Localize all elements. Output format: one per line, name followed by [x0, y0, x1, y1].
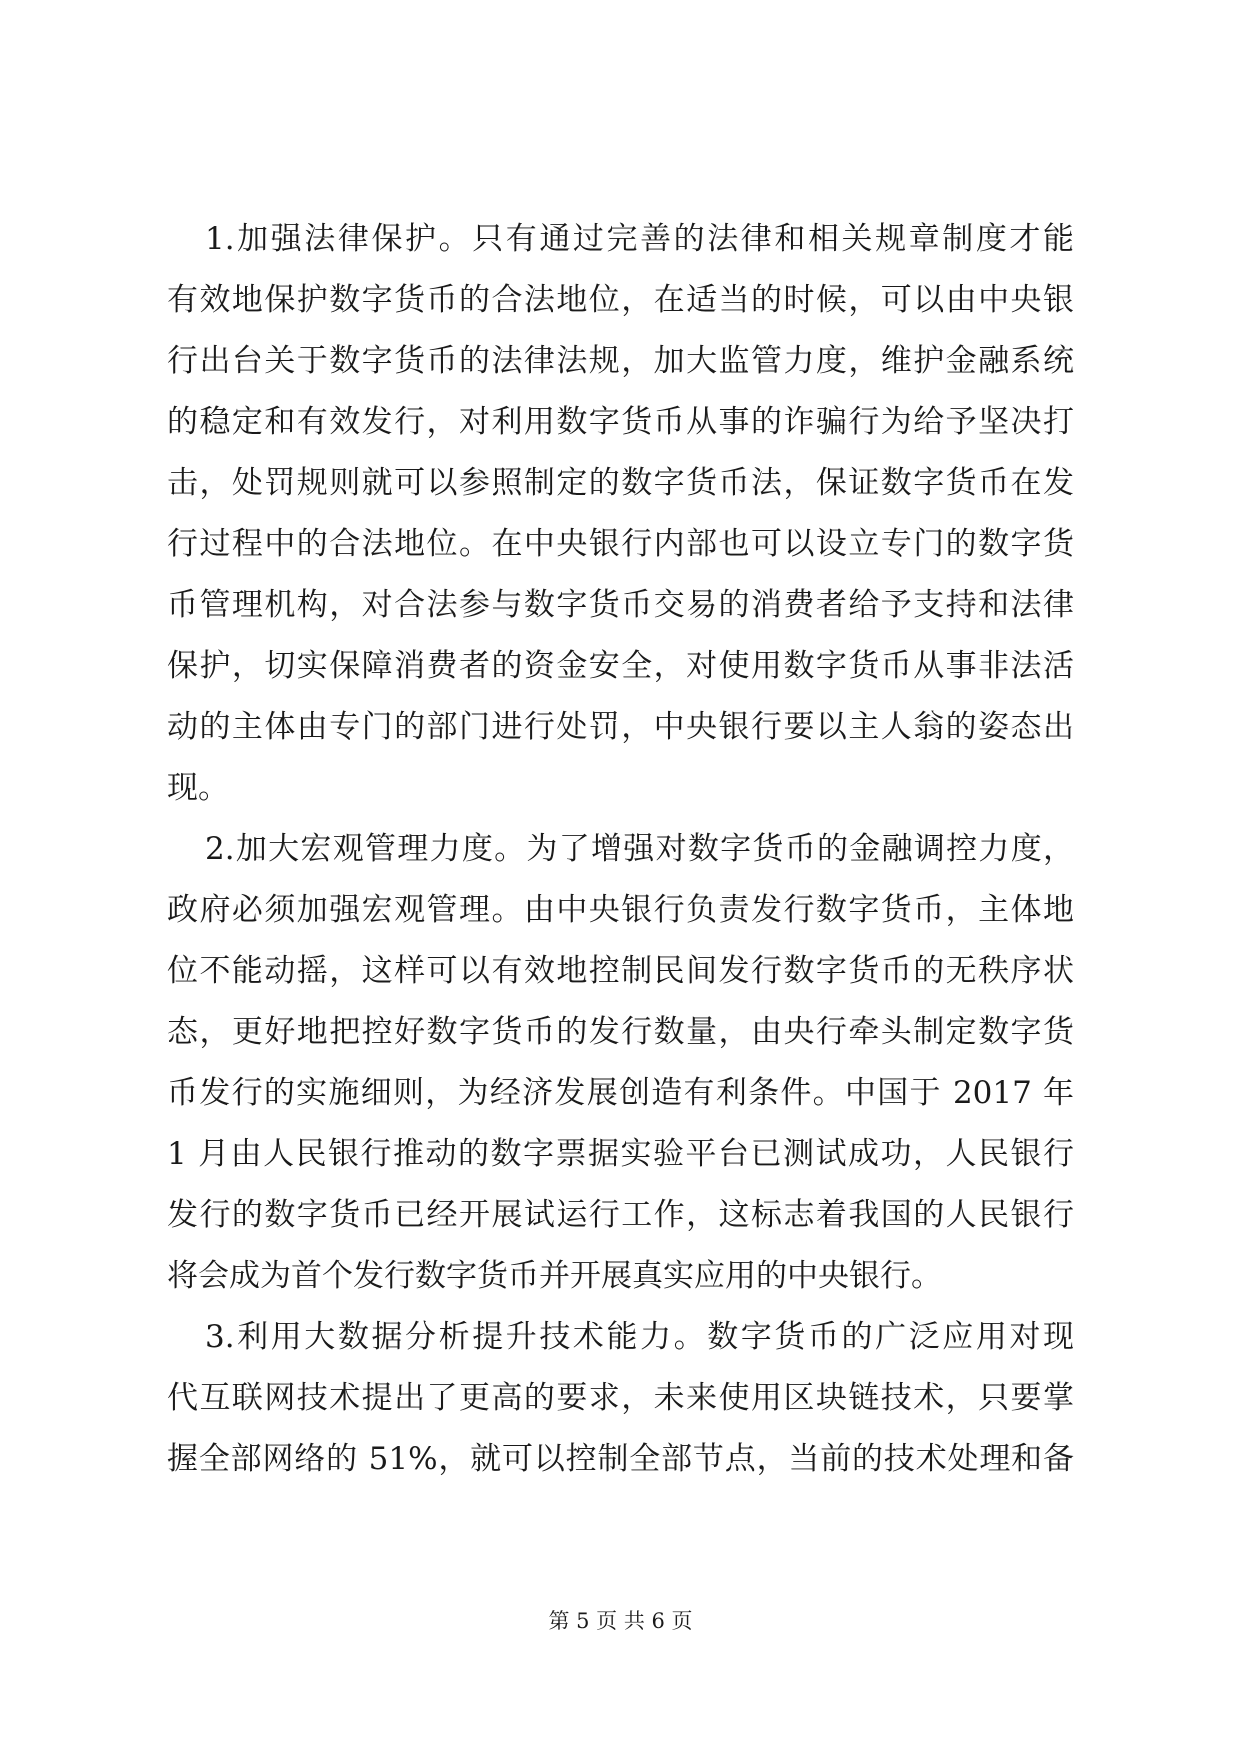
paragraph-1-line-5: 击，处罚规则就可以参照制定的数字货币法，保证数字货币在发	[167, 465, 1074, 501]
paragraph-2-line-5: 币发行的实施细则，为经济发展创造有利条件。中国于 2017 年	[167, 1075, 1074, 1111]
paragraph-2-line-7: 发行的数字货币已经开展试运行工作，这标志着我国的人民银行	[167, 1197, 1074, 1233]
paragraph-1-line-1: 1.加强法律保护。只有通过完善的法律和相关规章制度才能	[205, 221, 1074, 257]
paragraph-1-line-10: 现。	[167, 770, 229, 806]
paragraph-3-line-3: 握全部网络的 51%，就可以控制全部节点，当前的技术处理和备	[167, 1441, 1074, 1477]
paragraph-2-line-4: 态，更好地把控好数字货币的发行数量，由央行牵头制定数字货	[167, 1014, 1074, 1050]
paragraph-1-line-2: 有效地保护数字货币的合法地位，在适当的时候，可以由中央银	[167, 282, 1074, 318]
paragraph-3-line-1: 3.利用大数据分析提升技术能力。数字货币的广泛应用对现	[205, 1319, 1074, 1355]
paragraph-2-line-8: 将会成为首个发行数字货币并开展真实应用的中央银行。	[167, 1258, 942, 1294]
paragraph-1-line-7: 币管理机构，对合法参与数字货币交易的消费者给予支持和法律	[167, 587, 1074, 623]
paragraph-1-line-6: 行过程中的合法地位。在中央银行内部也可以设立专门的数字货	[167, 526, 1074, 562]
paragraph-1-line-3: 行出台关于数字货币的法律法规，加大监管力度，维护金融系统	[167, 343, 1074, 379]
paragraph-1-line-4: 的稳定和有效发行，对利用数字货币从事的诈骗行为给予坚决打	[167, 404, 1074, 440]
paragraph-2-line-1: 2.加大宏观管理力度。为了增强对数字货币的金融调控力度，	[205, 831, 1074, 867]
paragraph-2-line-3: 位不能动摇，这样可以有效地控制民间发行数字货币的无秩序状	[167, 953, 1074, 989]
paragraph-2-line-2: 政府必须加强宏观管理。由中央银行负责发行数字货币，主体地	[167, 892, 1074, 928]
paragraph-3-line-2: 代互联网技术提出了更高的要求，未来使用区块链技术，只要掌	[167, 1380, 1074, 1416]
paragraph-1-line-9: 动的主体由专门的部门进行处罚，中央银行要以主人翁的姿态出	[167, 709, 1074, 745]
page-number-footer: 第 5 页 共 6 页	[548, 1609, 693, 1633]
paragraph-1-line-8: 保护，切实保障消费者的资金安全，对使用数字货币从事非法活	[167, 648, 1074, 684]
paragraph-2-line-6: 1 月由人民银行推动的数字票据实验平台已测试成功，人民银行	[167, 1136, 1074, 1172]
